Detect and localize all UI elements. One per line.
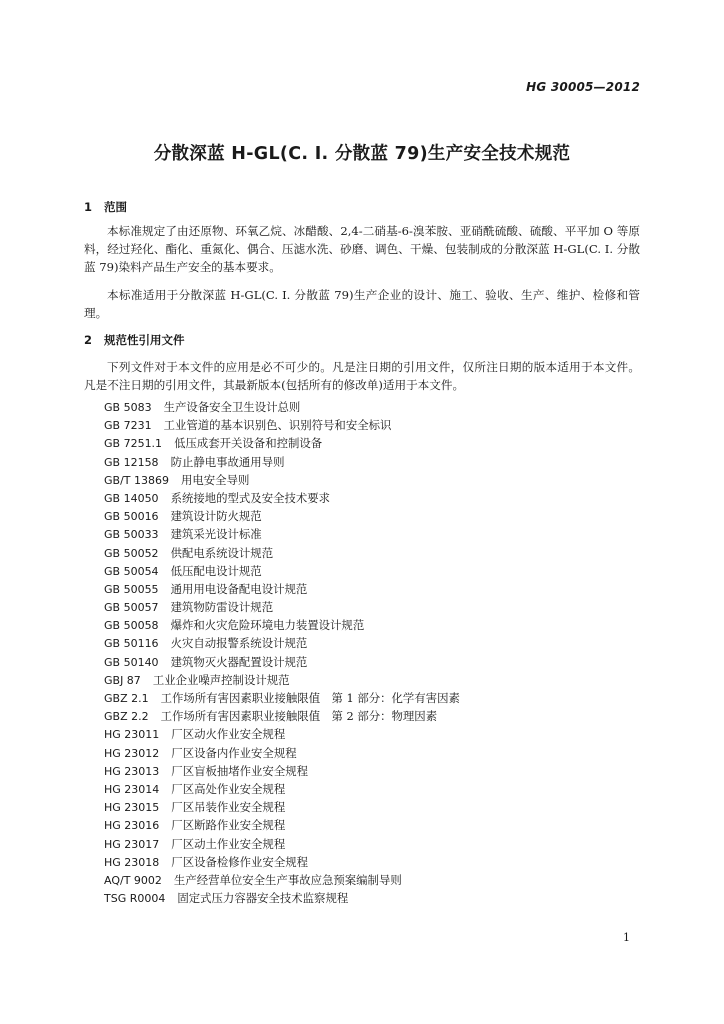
reference-item — [104, 853, 460, 871]
reference-title: 固定式压力容器安全技术监察规程 — [177, 891, 349, 906]
reference-code: HG 23018 — [104, 855, 160, 869]
reference-title: 通用用电设备配电设计规范 — [170, 581, 308, 596]
reference-title: 建筑物防雷设计规范 — [170, 600, 274, 615]
reference-item — [104, 616, 460, 634]
reference-code: GBZ 2.2 — [104, 710, 149, 724]
reference-code: GBJ 87 — [104, 673, 141, 687]
reference-code: HG 23012 — [104, 746, 160, 760]
reference-title: 供配电系统设计规范 — [170, 545, 274, 560]
scope-paragraph-2: 本标准适用于分散深蓝 H-GL(C. I. 分散蓝 79)生产企业的设计、施工、验收、生产、维护、检修和管理。 — [84, 288, 640, 321]
standard-code: HG 30005—2012 — [526, 80, 640, 94]
reference-code: HG 23014 — [104, 782, 160, 796]
reference-code: GB 7231 — [104, 419, 152, 433]
reference-code: GB 50140 — [104, 655, 159, 669]
reference-title: 建筑物灭火器配置设计规范 — [170, 654, 308, 669]
reference-item — [104, 798, 460, 816]
reference-title: 火灾自动报警系统设计规范 — [170, 636, 308, 651]
reference-item — [104, 434, 460, 452]
reference-title: 建筑采光设计标准 — [170, 527, 262, 542]
reference-title: 厂区盲板抽堵作业安全规程 — [171, 763, 308, 778]
reference-item — [104, 744, 460, 762]
reference-title: 建筑设计防火规范 — [170, 509, 262, 524]
reference-title: 工作场所有害因素职业接触限值 第 2 部分：物理因素 — [160, 709, 438, 724]
reference-code: GBZ 2.1 — [104, 692, 149, 705]
reference-title: 工业管道的基本识别色、识别符号和安全标识 — [163, 418, 392, 433]
reference-code: HG 23015 — [104, 801, 160, 815]
reference-title: 用电安全导则 — [181, 472, 250, 487]
reference-item — [104, 689, 460, 707]
page-number: 1 — [623, 931, 630, 944]
reference-code: GB 12158 — [104, 455, 159, 469]
reference-item — [104, 471, 460, 489]
reference-item — [104, 416, 460, 434]
reference-title: 厂区动土作业安全规程 — [171, 836, 286, 851]
reference-title: 低压成套开关设备和控制设备 — [174, 436, 323, 451]
reference-item — [104, 671, 460, 689]
reference-title: 生产经营单位安全生产事故应急预案编制导则 — [173, 872, 402, 887]
reference-code: GB 50052 — [104, 546, 159, 560]
reference-title: 工作场所有害因素职业接触限值 第 1 部分：化学有害因素 — [160, 691, 460, 705]
reference-title: 低压配电设计规范 — [170, 563, 262, 578]
reference-item — [104, 507, 460, 525]
reference-item — [104, 544, 460, 562]
reference-code: HG 23017 — [104, 837, 160, 851]
section-2-heading — [84, 332, 185, 348]
reference-item — [104, 871, 460, 889]
reference-code: HG 23016 — [104, 819, 160, 833]
reference-title: 厂区动火作业安全规程 — [171, 727, 286, 742]
reference-item — [104, 562, 460, 580]
reference-item — [104, 762, 460, 780]
reference-item — [104, 707, 460, 725]
reference-title: 厂区断路作业安全规程 — [171, 818, 286, 833]
reference-item — [104, 598, 460, 616]
reference-code: GB 14050 — [104, 491, 159, 505]
reference-code: GB 50057 — [104, 601, 159, 615]
reference-title: 厂区设备检修作业安全规程 — [171, 854, 308, 869]
reference-item — [104, 780, 460, 798]
reference-item — [104, 725, 460, 743]
reference-code: GB 50055 — [104, 582, 159, 596]
reference-code: GB 5083 — [104, 401, 152, 414]
reference-code: TSG R0004 — [104, 892, 166, 906]
reference-code: GB 50054 — [104, 564, 159, 578]
reference-code: GB 7251.1 — [104, 437, 163, 451]
reference-item — [104, 453, 460, 471]
reference-title: 系统接地的型式及安全技术要求 — [170, 490, 331, 505]
reference-item — [104, 580, 460, 598]
reference-code: HG 23013 — [104, 764, 160, 778]
reference-code: GB 50016 — [104, 510, 159, 524]
document-title: 分散深蓝 H-GL(C. I. 分散蓝 79)生产安全技术规范 — [153, 144, 571, 164]
section-number: 2 — [84, 333, 93, 347]
reference-item — [104, 525, 460, 543]
reference-title: 防止静电事故通用导则 — [170, 454, 285, 469]
section-title: 范围 — [104, 200, 127, 214]
scope-paragraph-1: 本标准规定了由还原物、环氧乙烷、冰醋酸、2,4-二硝基-6-溴苯胺、亚硝酰硫酸、硫酸、平平加 O 等原料，经过羟化、酯化、重氮化、偶合、压滤水洗、砂磨、调色、干燥、包装制成的分散深蓝 H-GL(C. I. 分散蓝 79)染料产品生产安全的基本要求。 — [84, 224, 640, 275]
reference-title: 爆炸和火灾危险环境电力装置设计规范 — [170, 618, 365, 633]
reference-code: GB 50116 — [104, 637, 159, 651]
section-number: 1 — [84, 200, 93, 214]
reference-item — [104, 889, 460, 907]
reference-item — [104, 653, 460, 671]
reference-title: 工业企业噪声控制设计规范 — [152, 672, 290, 687]
reference-code: HG 23011 — [104, 728, 160, 742]
reference-title: 厂区设备内作业安全规程 — [171, 745, 297, 760]
reference-title: 厂区高处作业安全规程 — [171, 781, 286, 796]
reference-item — [104, 835, 460, 853]
reference-code: GB 50058 — [104, 619, 159, 633]
reference-code: GB/T 13869 — [104, 473, 169, 487]
reference-code: GB 50033 — [104, 528, 159, 542]
reference-title: 厂区吊装作业安全规程 — [171, 800, 286, 815]
section-1-heading — [84, 199, 127, 215]
reference-title: 生产设备安全卫生设计总则 — [163, 400, 301, 414]
reference-code: AQ/T 9002 — [104, 873, 162, 887]
reference-item — [104, 634, 460, 652]
reference-list — [104, 398, 460, 907]
section-title: 规范性引用文件 — [104, 333, 185, 347]
reference-item — [104, 398, 460, 416]
reference-item — [104, 489, 460, 507]
reference-item — [104, 816, 460, 834]
normative-references-intro: 下列文件对于本文件的应用是必不可少的。凡是注日期的引用文件，仅所注日期的版本适用于本文件。凡是不注日期的引用文件，其最新版本(包括所有的修改单)适用于本文件。 — [84, 360, 640, 393]
